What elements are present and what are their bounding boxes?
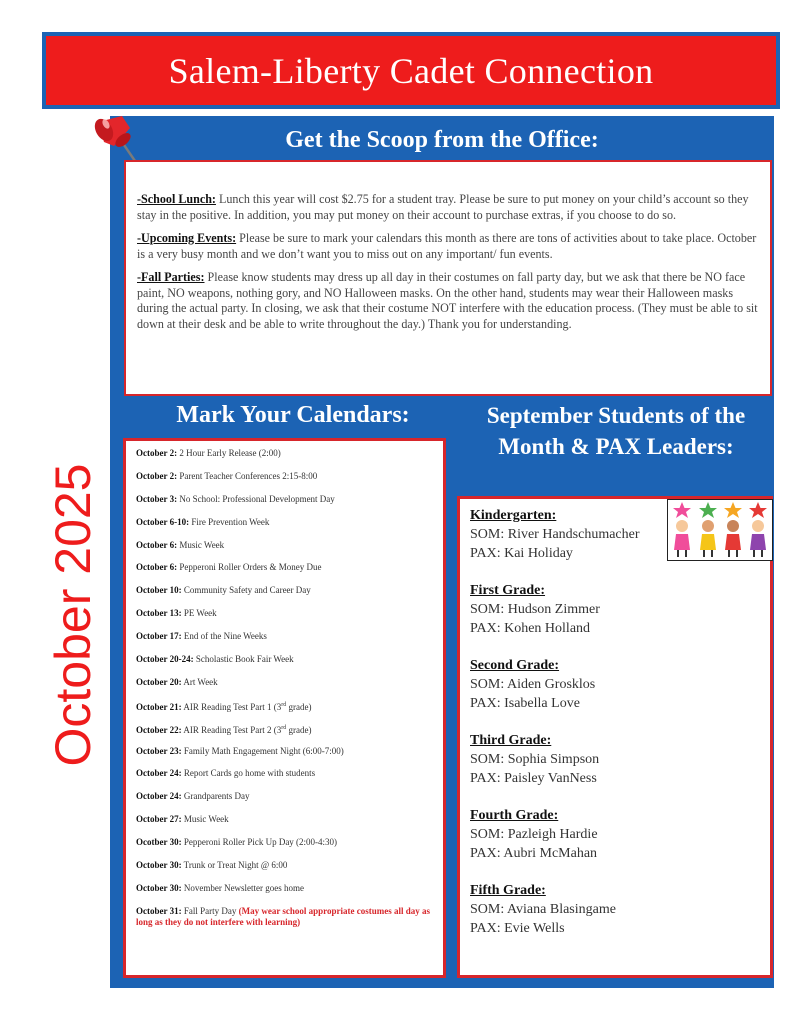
event-text: AIR Reading Test Part 2 (3 [181,724,282,735]
event-date: October 27: [136,814,182,825]
event-text: Community Safety and Career Day [181,585,311,596]
calendar-event [136,677,433,700]
event-text: Music Week [177,539,225,550]
pax-name: PAX: Kai Holiday [470,546,573,561]
calendar-event [136,860,433,883]
grade-block-second [470,656,760,713]
som-name: SOM: Hudson Zimmer [470,602,600,617]
event-date: October 13: [136,608,182,619]
event-date: October 24: [136,768,182,779]
grade-block-fourth [470,806,760,863]
students-box [457,496,773,978]
calendar-event [136,517,433,540]
event-date: October 31: [136,905,182,916]
grade-title: First Grade: [470,583,546,598]
event-date: October 30: [136,882,182,893]
students-heading: September Students of the Month & PAX Leaders: [486,403,746,459]
star-kids-icon [668,500,772,560]
event-date: October 20-24: [136,654,194,665]
calendar-event [136,494,433,517]
som-name: SOM: Aviana Blasingame [470,902,616,917]
calendar-box [123,438,446,978]
office-item-lunch [137,192,758,223]
calendar-event [136,448,433,471]
grade-block-third [470,731,760,788]
event-date: October 6: [136,539,178,550]
office-item-label: -School Lunch: [137,192,216,206]
som-name: SOM: River Handschumacher [470,527,640,542]
grade-title: Third Grade: [470,733,552,748]
event-text: Art Week [181,676,218,687]
calendar-event [136,540,433,563]
calendar-event [136,837,433,860]
office-item-text: Please be sure to mark your calendars this month as there are tons of activities about to take place. October is a very busy month and we don’t want you to miss out on any important/ fun events. [137,231,757,261]
pax-name: PAX: Paisley VanNess [470,771,597,786]
calendar-event [136,768,433,791]
event-text: Pepperoni Roller Pick Up Day (2:00-4:30) [181,837,338,848]
calendar-event [136,471,433,494]
calendar-event [136,654,433,677]
office-item-label: -Upcoming Events: [137,231,237,245]
event-text: PE Week [181,608,217,619]
event-text: Grandparents Day [181,791,250,802]
event-date: October 10: [136,585,182,596]
pax-name: PAX: Isabella Love [470,696,580,711]
event-date: October 22: [136,724,182,735]
event-text: Parent Teacher Conferences 2:15-8:00 [177,470,318,481]
event-text: Music Week [181,814,229,825]
event-text: Scholastic Book Fair Week [193,654,294,665]
event-date: October 2: [136,470,178,481]
event-text: Fire Prevention Week [189,516,270,527]
event-text: Family Math Engagement Night (6:00-7:00) [181,745,344,756]
grade-title: Fifth Grade: [470,883,546,898]
pax-name: PAX: Kohen Holland [470,621,591,636]
office-heading: Get the Scoop from the Office: [285,127,599,153]
grade-block-fifth [470,881,760,938]
star-kids-clipart [667,499,773,561]
event-text: End of the Nine Weeks [181,631,267,642]
calendar-event [136,814,433,837]
event-text: Pepperoni Roller Orders & Money Due [177,562,322,573]
grade-title: Kindergarten: [470,508,557,523]
event-text: No School: Professional Development Day [177,493,335,504]
event-text: November Newsletter goes home [181,882,305,893]
title-banner-inner [46,36,776,105]
event-text: Trunk or Treat Night @ 6:00 [181,860,288,871]
calendar-event [136,906,433,929]
event-date: October 6-10: [136,516,190,527]
event-text: AIR Reading Test Part 1 (3 [181,701,282,712]
office-item-events [137,231,758,262]
newsletter-title: Salem-Liberty Cadet Connection [168,50,654,91]
event-date: October 23: [136,745,182,756]
pax-name: PAX: Aubri McMahan [470,846,598,861]
grade-title: Second Grade: [470,658,560,673]
som-name: SOM: Sophia Simpson [470,752,600,767]
event-date: October 17: [136,631,182,642]
pax-name: PAX: Evie Wells [470,921,565,936]
event-text: 2 Hour Early Release (2:00) [177,448,281,458]
event-superscript: rd [281,724,287,731]
calendar-event [136,562,433,585]
grade-title: Fourth Grade: [470,808,559,823]
office-item-text: Please know students may dress up all day in their costumes on fall party day, but we ask that there be NO face paint, NO weapons, nothing gory, and NO Halloween masks. On the other hand, students may wear their Halloween masks during the actual party. In closing, we ask that their costume NOT interfere with the education process. (They must be able to sit down at their desk and be able to write throughout the day.) Thank you for understanding. [137,270,758,331]
event-note: (May wear school appropriate costumes all day as long as they do not interfere with learning) [136,905,430,928]
calendar-event [136,700,433,723]
event-date: Ocotber 30: [136,837,182,848]
calendar-event [136,723,433,746]
event-superscript: rd [281,701,287,708]
calendar-event [136,608,433,631]
calendar-event [136,585,433,608]
office-item-text: Lunch this year will cost $2.75 for a student tray. Please be sure to put money on your child’s account so they stay in the positive. In addition, you may put money on their account to purchase extras, if you choose to do so. [137,192,749,222]
calendar-event [136,746,433,769]
event-text: Fall Party Day [181,905,239,916]
event-date: October 24: [136,791,182,802]
calendar-event [136,883,433,906]
office-item-parties [137,270,758,332]
title-banner [42,32,780,109]
calendar-list [136,448,433,929]
event-text-after: grade) [286,701,312,712]
month-vertical-label: October 2025 [45,463,101,767]
calendar-heading: Mark Your Calendars: [176,402,410,428]
calendar-event [136,791,433,814]
event-date: October 6: [136,562,178,573]
event-date: October 20: [136,676,182,687]
office-item-label: -Fall Parties: [137,270,205,284]
event-date: October 21: [136,701,182,712]
event-date: October 3: [136,493,178,504]
event-text-after: grade) [286,724,312,735]
event-date: October 2: [136,448,178,458]
office-notice-box [124,160,772,396]
event-text: Report Cards go home with students [181,768,316,779]
som-name: SOM: Pazleigh Hardie [470,827,598,842]
som-name: SOM: Aiden Grosklos [470,677,596,692]
grade-block-first [470,581,760,638]
event-date: October 30: [136,860,182,871]
calendar-event [136,631,433,654]
